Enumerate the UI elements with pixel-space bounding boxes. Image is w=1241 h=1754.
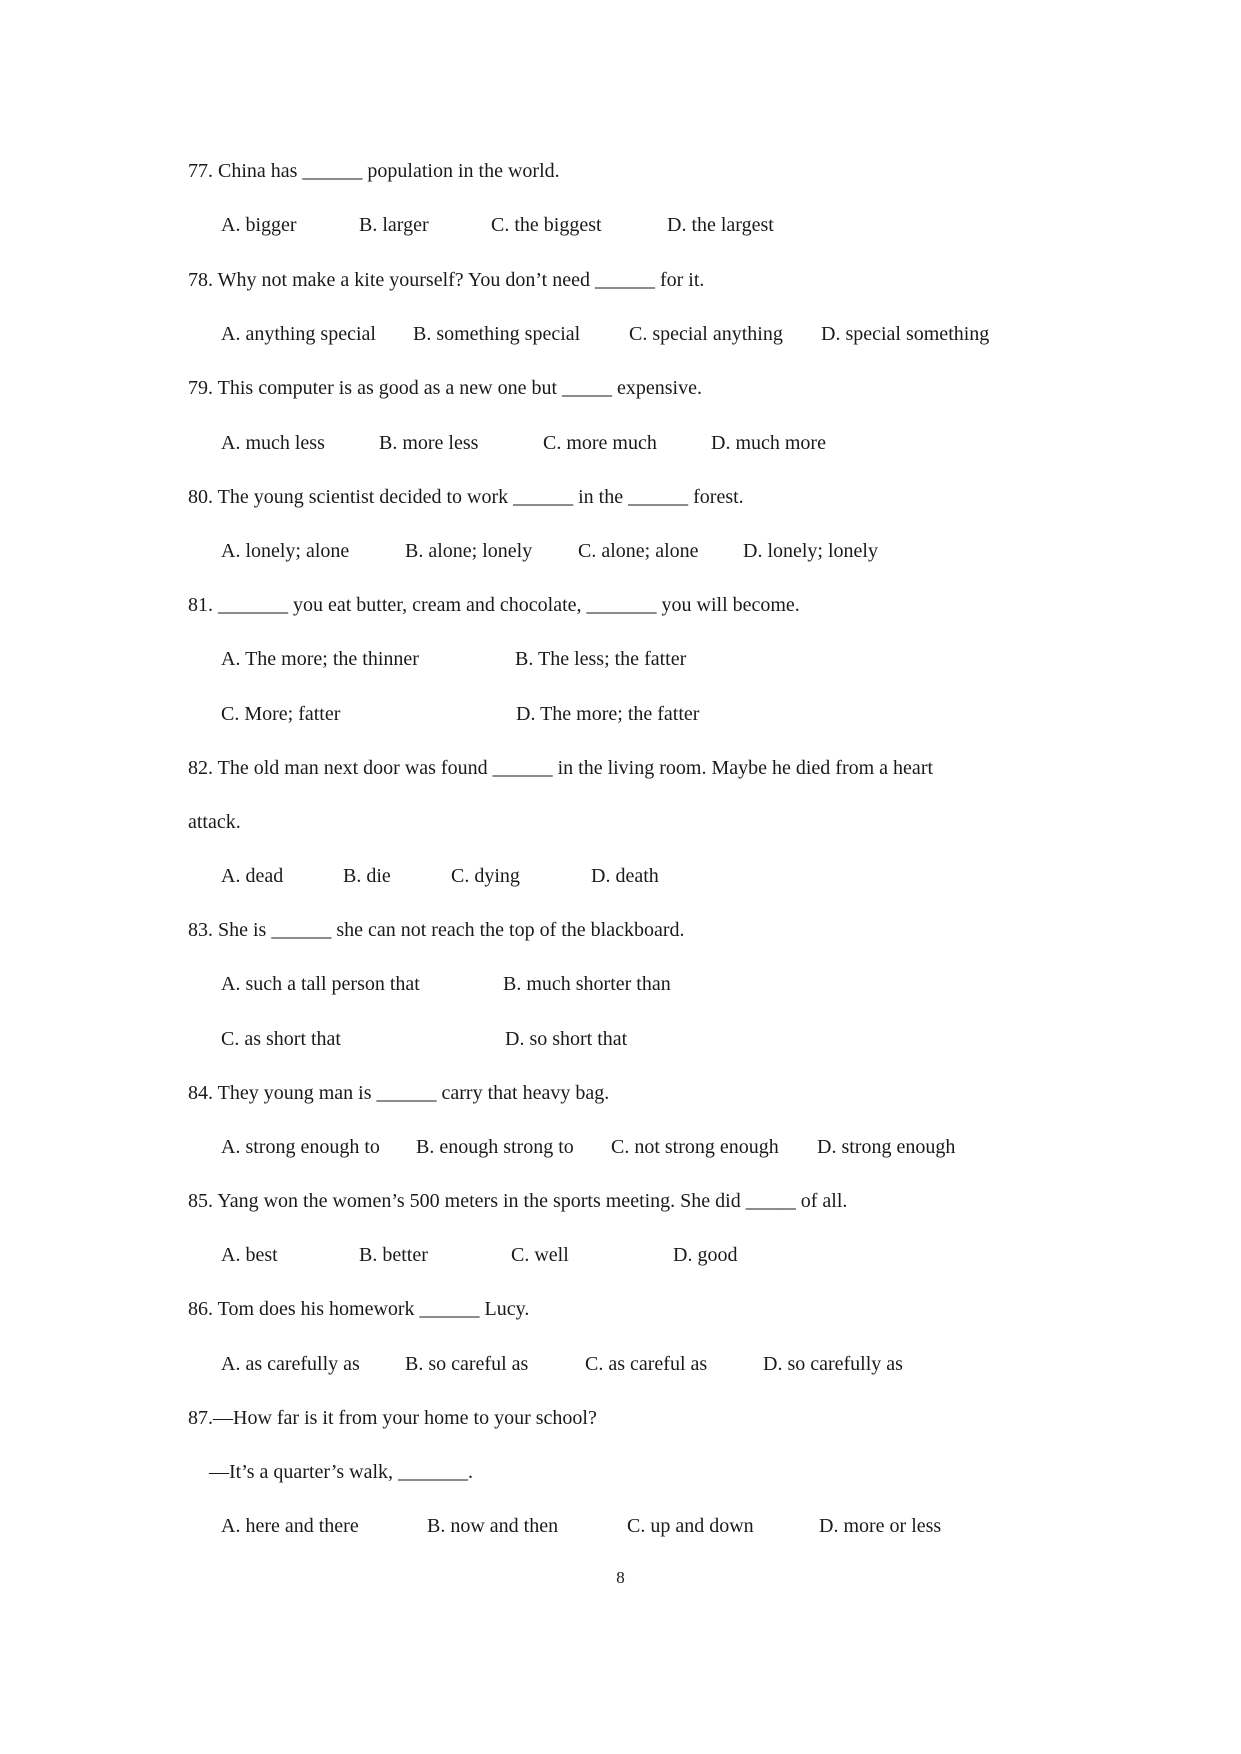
question-86-text: 86. Tom does his homework ______ Lucy. xyxy=(188,1298,530,1320)
question-85-option-d: D. good xyxy=(673,1244,738,1266)
question-86-option-b: B. so careful as xyxy=(405,1353,529,1375)
question-83-option-a: A. such a tall person that xyxy=(221,973,420,995)
question-84-option-c: C. not strong enough xyxy=(611,1136,779,1158)
question-86-option-c: C. as careful as xyxy=(585,1353,708,1375)
question-84-option-a: A. strong enough to xyxy=(221,1136,380,1158)
question-78-option-d: D. special something xyxy=(821,323,990,345)
question-82-option-a: A. dead xyxy=(221,865,284,887)
question-80-option-c: C. alone; alone xyxy=(578,540,699,562)
question-81-option-a: A. The more; the thinner xyxy=(221,648,419,670)
question-78-option-b: B. something special xyxy=(413,323,581,345)
question-83-option-d: D. so short that xyxy=(505,1028,628,1050)
question-79-option-a: A. much less xyxy=(221,432,325,454)
question-84-option-b: B. enough strong to xyxy=(416,1136,574,1158)
question-78-option-a: A. anything special xyxy=(221,323,376,345)
question-81-option-c: C. More; fatter xyxy=(221,703,341,725)
question-85-option-c: C. well xyxy=(511,1244,569,1266)
question-87-option-a: A. here and there xyxy=(221,1515,359,1537)
question-82-text: 82. The old man next door was found ______ in the living room. Maybe he died from a heart xyxy=(188,757,934,779)
question-82-option-d: D. death xyxy=(591,865,659,887)
question-87-text: 87.—How far is it from your home to your school? xyxy=(188,1407,597,1429)
question-80-text: 80. The young scientist decided to work ______ in the ______ forest. xyxy=(188,486,744,508)
question-87-option-d: D. more or less xyxy=(819,1515,942,1537)
question-81-text: 81. _______ you eat butter, cream and chocolate, _______ you will become. xyxy=(188,594,800,616)
question-79-option-b: B. more less xyxy=(379,432,479,454)
question-82-option-b: B. die xyxy=(343,865,391,887)
question-85-text: 85. Yang won the women’s 500 meters in the sports meeting. She did _____ of all. xyxy=(188,1190,848,1212)
question-79-text: 79. This computer is as good as a new one but _____ expensive. xyxy=(188,377,702,399)
question-77-option-a: A. bigger xyxy=(221,214,297,236)
question-81-option-d: D. The more; the fatter xyxy=(516,703,700,725)
question-77-text: 77. China has ______ population in the world. xyxy=(188,160,560,182)
question-87-option-c: C. up and down xyxy=(627,1515,754,1537)
question-79-option-d: D. much more xyxy=(711,432,826,454)
question-87-reply: —It’s a quarter’s walk, _______. xyxy=(209,1461,474,1483)
question-83-option-b: B. much shorter than xyxy=(503,973,671,995)
question-81-option-b: B. The less; the fatter xyxy=(515,648,687,670)
question-82-option-c: C. dying xyxy=(451,865,520,887)
question-80-option-a: A. lonely; alone xyxy=(221,540,350,562)
question-77-option-c: C. the biggest xyxy=(491,214,602,236)
question-86-option-a: A. as carefully as xyxy=(221,1353,360,1375)
question-77-option-d: D. the largest xyxy=(667,214,774,236)
question-78-option-c: C. special anything xyxy=(629,323,783,345)
question-86-option-d: D. so carefully as xyxy=(763,1353,903,1375)
question-83-option-c: C. as short that xyxy=(221,1028,341,1050)
question-87-option-b: B. now and then xyxy=(427,1515,559,1537)
question-84-text: 84. They young man is ______ carry that heavy bag. xyxy=(188,1082,610,1104)
question-80-option-b: B. alone; lonely xyxy=(405,540,533,562)
question-77-option-b: B. larger xyxy=(359,214,429,236)
question-85-option-a: A. best xyxy=(221,1244,278,1266)
question-78-text: 78. Why not make a kite yourself? You don’t need ______ for it. xyxy=(188,269,705,291)
page-number: 8 xyxy=(616,1568,625,1587)
question-83-text: 83. She is ______ she can not reach the top of the blackboard. xyxy=(188,919,685,941)
question-79-option-c: C. more much xyxy=(543,432,657,454)
question-85-option-b: B. better xyxy=(359,1244,428,1266)
question-82-text-continued: attack. xyxy=(188,811,241,833)
question-80-option-d: D. lonely; lonely xyxy=(743,540,878,562)
question-84-option-d: D. strong enough xyxy=(817,1136,956,1158)
